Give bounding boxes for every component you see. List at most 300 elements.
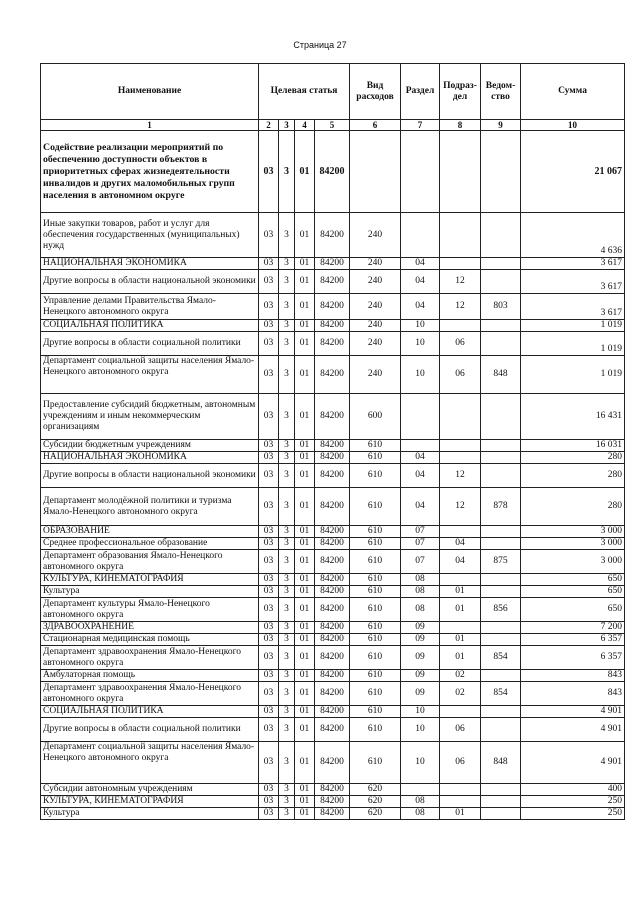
table-row [41,670,625,682]
row-sum: 250 [521,808,625,820]
row-code-c: 01 [295,332,315,356]
row-vid: 610 [350,488,401,526]
table-row [41,440,625,452]
row-code-d: 84200 [315,718,350,742]
row-razdel: 07 [401,550,440,574]
row-name: КУЛЬТУРА, КИНЕМАТОГРАФИЯ [41,574,259,586]
row-code-d: 84200 [315,634,350,646]
row-code-b: 3 [279,718,295,742]
row-code-b: 3 [279,634,295,646]
row-code-b: 3 [279,586,295,598]
row-code-a: 03 [259,356,279,394]
table-row [41,452,625,464]
table-row [41,538,625,550]
row-razdel: 10 [401,706,440,718]
row-vedomstvo [481,258,521,270]
row-vedomstvo: 875 [481,550,521,574]
row-vid: 600 [350,394,401,440]
col-number: 6 [350,120,401,131]
row-code-d: 84200 [315,646,350,670]
row-razdel: 08 [401,598,440,622]
row-code-b: 3 [279,464,295,488]
table-row [41,464,625,488]
row-code-d: 84200 [315,488,350,526]
row-razdel: 09 [401,622,440,634]
row-code-a: 03 [259,294,279,320]
row-code-a: 03 [259,718,279,742]
row-code-a: 03 [259,682,279,706]
table-row [41,294,625,320]
row-razdel: 08 [401,574,440,586]
row-sum: 16 431 [521,394,625,440]
row-vedomstvo: 878 [481,488,521,526]
row-code-b: 3 [279,646,295,670]
row-vid: 240 [350,294,401,320]
row-code-b: 3 [279,742,295,784]
row-name: Департамент социальной защиты населения Ямало-Ненецкого автономного округа [41,742,259,784]
col-number: 9 [481,120,521,131]
row-vid: 240 [350,332,401,356]
row-sum: 7 200 [521,622,625,634]
row-vid: 610 [350,526,401,538]
row-code-a: 03 [259,670,279,682]
row-code-c: 01 [295,270,315,294]
row-sum: 3 617 [521,270,625,294]
row-sum: 16 031 [521,440,625,452]
row-vedomstvo [481,718,521,742]
row-name: Другие вопросы в области национальной экономики [41,464,259,488]
row-code-d: 84200 [315,538,350,550]
row-podrazdel [440,320,481,332]
row-podrazdel [440,394,481,440]
header-target: Целевая статья [259,64,350,120]
row-vid: 610 [350,440,401,452]
row-razdel: 10 [401,320,440,332]
row-podrazdel: 01 [440,808,481,820]
row-code-d: 84200 [315,622,350,634]
row-sum: 650 [521,598,625,622]
row-razdel [401,213,440,258]
row-podrazdel: 06 [440,718,481,742]
row-code-a: 03 [259,452,279,464]
table-row [41,394,625,440]
row-vedomstvo [481,784,521,796]
row-podrazdel [440,784,481,796]
row-podrazdel: 01 [440,586,481,598]
row-code-a: 03 [259,131,279,213]
row-code-d: 84200 [315,356,350,394]
row-code-c: 01 [295,598,315,622]
row-code-a: 03 [259,332,279,356]
row-code-b: 3 [279,574,295,586]
row-sum: 1 019 [521,332,625,356]
row-code-b: 3 [279,550,295,574]
row-podrazdel: 02 [440,670,481,682]
row-sum: 250 [521,796,625,808]
row-razdel: 09 [401,634,440,646]
row-code-c: 01 [295,808,315,820]
row-code-b: 3 [279,538,295,550]
row-code-d: 84200 [315,682,350,706]
table-row [41,598,625,622]
row-code-c: 01 [295,574,315,586]
row-name: Департамент социальной защиты населения Ямало-Ненецкого автономного округа [41,356,259,394]
row-code-b: 3 [279,452,295,464]
row-name: Департамент здравоохранения Ямало-Ненецкого автономного округа [41,646,259,670]
row-code-c: 01 [295,488,315,526]
row-code-c: 01 [295,634,315,646]
row-code-d: 84200 [315,270,350,294]
row-code-c: 01 [295,784,315,796]
row-code-d: 84200 [315,550,350,574]
row-podrazdel: 04 [440,538,481,550]
row-code-a: 03 [259,394,279,440]
row-vedomstvo [481,706,521,718]
row-sum: 280 [521,464,625,488]
col-number: 2 [259,120,279,131]
row-vid: 240 [350,320,401,332]
row-code-b: 3 [279,670,295,682]
row-vedomstvo [481,213,521,258]
row-razdel: 04 [401,464,440,488]
row-code-b: 3 [279,622,295,634]
row-vid: 240 [350,356,401,394]
row-sum: 4 636 [521,213,625,258]
row-podrazdel [440,622,481,634]
row-code-b: 3 [279,332,295,356]
row-sum: 400 [521,784,625,796]
row-vedomstvo: 856 [481,598,521,622]
row-podrazdel [440,574,481,586]
row-name: Стационарная медицинская помощь [41,634,259,646]
row-razdel: 07 [401,538,440,550]
row-razdel: 08 [401,796,440,808]
row-code-c: 01 [295,682,315,706]
row-podrazdel [440,213,481,258]
row-name: КУЛЬТУРА, КИНЕМАТОГРАФИЯ [41,796,259,808]
row-podrazdel: 06 [440,332,481,356]
row-code-b: 3 [279,131,295,213]
row-code-c: 01 [295,586,315,598]
row-code-b: 3 [279,213,295,258]
row-code-a: 03 [259,538,279,550]
table-row [41,131,625,213]
table-row [41,742,625,784]
header-razdel: Раздел [401,64,440,120]
row-code-c: 01 [295,670,315,682]
row-sum: 650 [521,574,625,586]
row-code-c: 01 [295,464,315,488]
row-name: Управление делами Правительства Ямало-Ненецкого автономного округа [41,294,259,320]
row-vid: 610 [350,586,401,598]
row-code-c: 01 [295,131,315,213]
row-code-c: 01 [295,538,315,550]
row-podrazdel: 01 [440,634,481,646]
table-row [41,320,625,332]
header-row [41,64,625,120]
row-code-d: 84200 [315,586,350,598]
row-vid: 610 [350,718,401,742]
row-razdel [401,394,440,440]
row-name: НАЦИОНАЛЬНАЯ ЭКОНОМИКА [41,258,259,270]
row-sum: 280 [521,488,625,526]
col-number: 5 [315,120,350,131]
row-code-a: 03 [259,550,279,574]
row-code-d: 84200 [315,213,350,258]
row-code-d: 84200 [315,320,350,332]
header-podrazdel: Подраз-дел [440,64,481,120]
row-vedomstvo [481,332,521,356]
row-vedomstvo: 854 [481,682,521,706]
row-code-b: 3 [279,270,295,294]
row-vedomstvo [481,796,521,808]
table-row [41,706,625,718]
row-sum: 4 901 [521,742,625,784]
col-number: 1 [41,120,259,131]
row-vedomstvo [481,440,521,452]
row-razdel [401,131,440,213]
row-code-b: 3 [279,394,295,440]
row-sum: 3 000 [521,526,625,538]
row-sum: 6 357 [521,646,625,670]
row-sum: 280 [521,452,625,464]
table-row [41,796,625,808]
table-row [41,808,625,820]
row-code-d: 84200 [315,574,350,586]
row-code-c: 01 [295,356,315,394]
row-code-c: 01 [295,706,315,718]
row-podrazdel: 06 [440,742,481,784]
row-code-d: 84200 [315,464,350,488]
row-code-c: 01 [295,213,315,258]
table-row [41,550,625,574]
table-row [41,356,625,394]
row-vid: 610 [350,538,401,550]
row-vid: 620 [350,808,401,820]
row-name: Другие вопросы в области социальной политики [41,718,259,742]
row-razdel: 09 [401,682,440,706]
row-code-c: 01 [295,320,315,332]
row-razdel: 08 [401,808,440,820]
row-podrazdel: 12 [440,488,481,526]
row-vid: 610 [350,464,401,488]
row-podrazdel: 12 [440,294,481,320]
row-podrazdel [440,706,481,718]
row-name: Субсидии автономным учреждениям [41,784,259,796]
header-name: Наименование [41,64,259,120]
table-row [41,258,625,270]
row-vid: 610 [350,706,401,718]
row-code-b: 3 [279,706,295,718]
row-vedomstvo [481,808,521,820]
row-code-c: 01 [295,622,315,634]
row-razdel: 04 [401,270,440,294]
row-code-c: 01 [295,258,315,270]
table-row [41,574,625,586]
row-sum: 650 [521,586,625,598]
row-code-c: 01 [295,394,315,440]
row-vid: 240 [350,270,401,294]
row-code-a: 03 [259,706,279,718]
row-sum: 3 617 [521,294,625,320]
header-summa: Сумма [521,64,625,120]
row-podrazdel: 02 [440,682,481,706]
row-code-d: 84200 [315,452,350,464]
row-name: Культура [41,586,259,598]
row-code-c: 01 [295,796,315,808]
row-code-a: 03 [259,622,279,634]
row-razdel: 08 [401,586,440,598]
row-code-a: 03 [259,213,279,258]
row-vedomstvo: 848 [481,356,521,394]
row-code-a: 03 [259,440,279,452]
row-code-a: 03 [259,464,279,488]
row-sum: 3 000 [521,538,625,550]
row-vedomstvo [481,634,521,646]
row-sum: 843 [521,682,625,706]
row-name: Среднее профессиональное образование [41,538,259,550]
row-vedomstvo [481,131,521,213]
row-name: Амбулаторная помощь [41,670,259,682]
row-code-c: 01 [295,440,315,452]
row-code-a: 03 [259,320,279,332]
row-code-b: 3 [279,258,295,270]
row-code-b: 3 [279,526,295,538]
row-sum: 6 357 [521,634,625,646]
row-code-b: 3 [279,320,295,332]
row-podrazdel [440,796,481,808]
row-razdel: 10 [401,356,440,394]
row-code-a: 03 [259,598,279,622]
row-code-b: 3 [279,598,295,622]
table-row [41,682,625,706]
row-razdel: 07 [401,526,440,538]
row-sum: 3 617 [521,258,625,270]
row-razdel: 10 [401,332,440,356]
row-name: СОЦИАЛЬНАЯ ПОЛИТИКА [41,320,259,332]
table-row [41,332,625,356]
row-code-d: 84200 [315,294,350,320]
row-podrazdel [440,131,481,213]
row-name: Другие вопросы в области национальной экономики [41,270,259,294]
row-code-c: 01 [295,550,315,574]
row-podrazdel: 01 [440,646,481,670]
row-code-d: 84200 [315,598,350,622]
row-code-c: 01 [295,294,315,320]
row-razdel: 09 [401,670,440,682]
row-vid: 240 [350,258,401,270]
row-razdel: 09 [401,646,440,670]
row-code-a: 03 [259,574,279,586]
row-sum: 1 019 [521,320,625,332]
row-code-d: 84200 [315,670,350,682]
header-vedomstvo: Ведом-ство [481,64,521,120]
row-vid: 610 [350,622,401,634]
row-razdel: 04 [401,294,440,320]
row-code-c: 01 [295,718,315,742]
row-razdel [401,440,440,452]
row-code-b: 3 [279,356,295,394]
row-vedomstvo [481,622,521,634]
row-name: Иные закупки товаров, работ и услуг для обеспечения государственных (муниципальных) нужд [41,213,259,258]
table-row [41,213,625,258]
row-vid: 610 [350,550,401,574]
row-podrazdel: 12 [440,270,481,294]
row-vedomstvo: 848 [481,742,521,784]
row-vedomstvo: 854 [481,646,521,670]
row-code-b: 3 [279,784,295,796]
column-numbers-row [41,120,625,131]
row-podrazdel: 06 [440,356,481,394]
row-code-a: 03 [259,796,279,808]
table-row [41,718,625,742]
row-code-a: 03 [259,808,279,820]
row-code-d: 84200 [315,742,350,784]
col-number: 10 [521,120,625,131]
row-podrazdel [440,526,481,538]
row-vid: 610 [350,574,401,586]
row-vid: 610 [350,646,401,670]
row-code-c: 01 [295,646,315,670]
row-name: ЗДРАВООХРАНЕНИЕ [41,622,259,634]
row-code-b: 3 [279,682,295,706]
table-row [41,646,625,670]
row-vedomstvo [481,270,521,294]
row-name: Департамент здравоохранения Ямало-Ненецкого автономного округа [41,682,259,706]
row-code-a: 03 [259,646,279,670]
row-vedomstvo [481,538,521,550]
row-vid: 610 [350,682,401,706]
row-name: Департамент культуры Ямало-Ненецкого автономного округа [41,598,259,622]
row-vid [350,131,401,213]
header-vid: Вид расходов [350,64,401,120]
row-vedomstvo: 803 [481,294,521,320]
row-name: Субсидии бюджетным учреждениям [41,440,259,452]
row-sum: 21 067 [521,131,625,213]
row-razdel [401,784,440,796]
row-razdel: 04 [401,258,440,270]
row-code-b: 3 [279,440,295,452]
row-code-a: 03 [259,270,279,294]
row-sum: 4 901 [521,706,625,718]
row-podrazdel [440,440,481,452]
row-podrazdel: 01 [440,598,481,622]
budget-table [40,63,625,820]
row-code-d: 84200 [315,706,350,718]
row-name: Департамент образования Ямало-Ненецкого автономного округа [41,550,259,574]
row-code-d: 84200 [315,332,350,356]
row-vid: 620 [350,796,401,808]
row-name: Другие вопросы в области социальной политики [41,332,259,356]
row-name: Культура [41,808,259,820]
table-row [41,784,625,796]
row-razdel: 04 [401,488,440,526]
row-podrazdel [440,452,481,464]
row-sum: 3 000 [521,550,625,574]
row-code-a: 03 [259,258,279,270]
row-code-d: 84200 [315,808,350,820]
table-row [41,634,625,646]
row-name: Предоставление субсидий бюджетным, автономным учреждениям и иным некоммерческим организациям [41,394,259,440]
row-vedomstvo [481,464,521,488]
row-vedomstvo [481,670,521,682]
row-podrazdel [440,258,481,270]
row-code-a: 03 [259,526,279,538]
row-vid: 610 [350,452,401,464]
row-code-d: 84200 [315,440,350,452]
row-vedomstvo [481,586,521,598]
row-sum: 843 [521,670,625,682]
